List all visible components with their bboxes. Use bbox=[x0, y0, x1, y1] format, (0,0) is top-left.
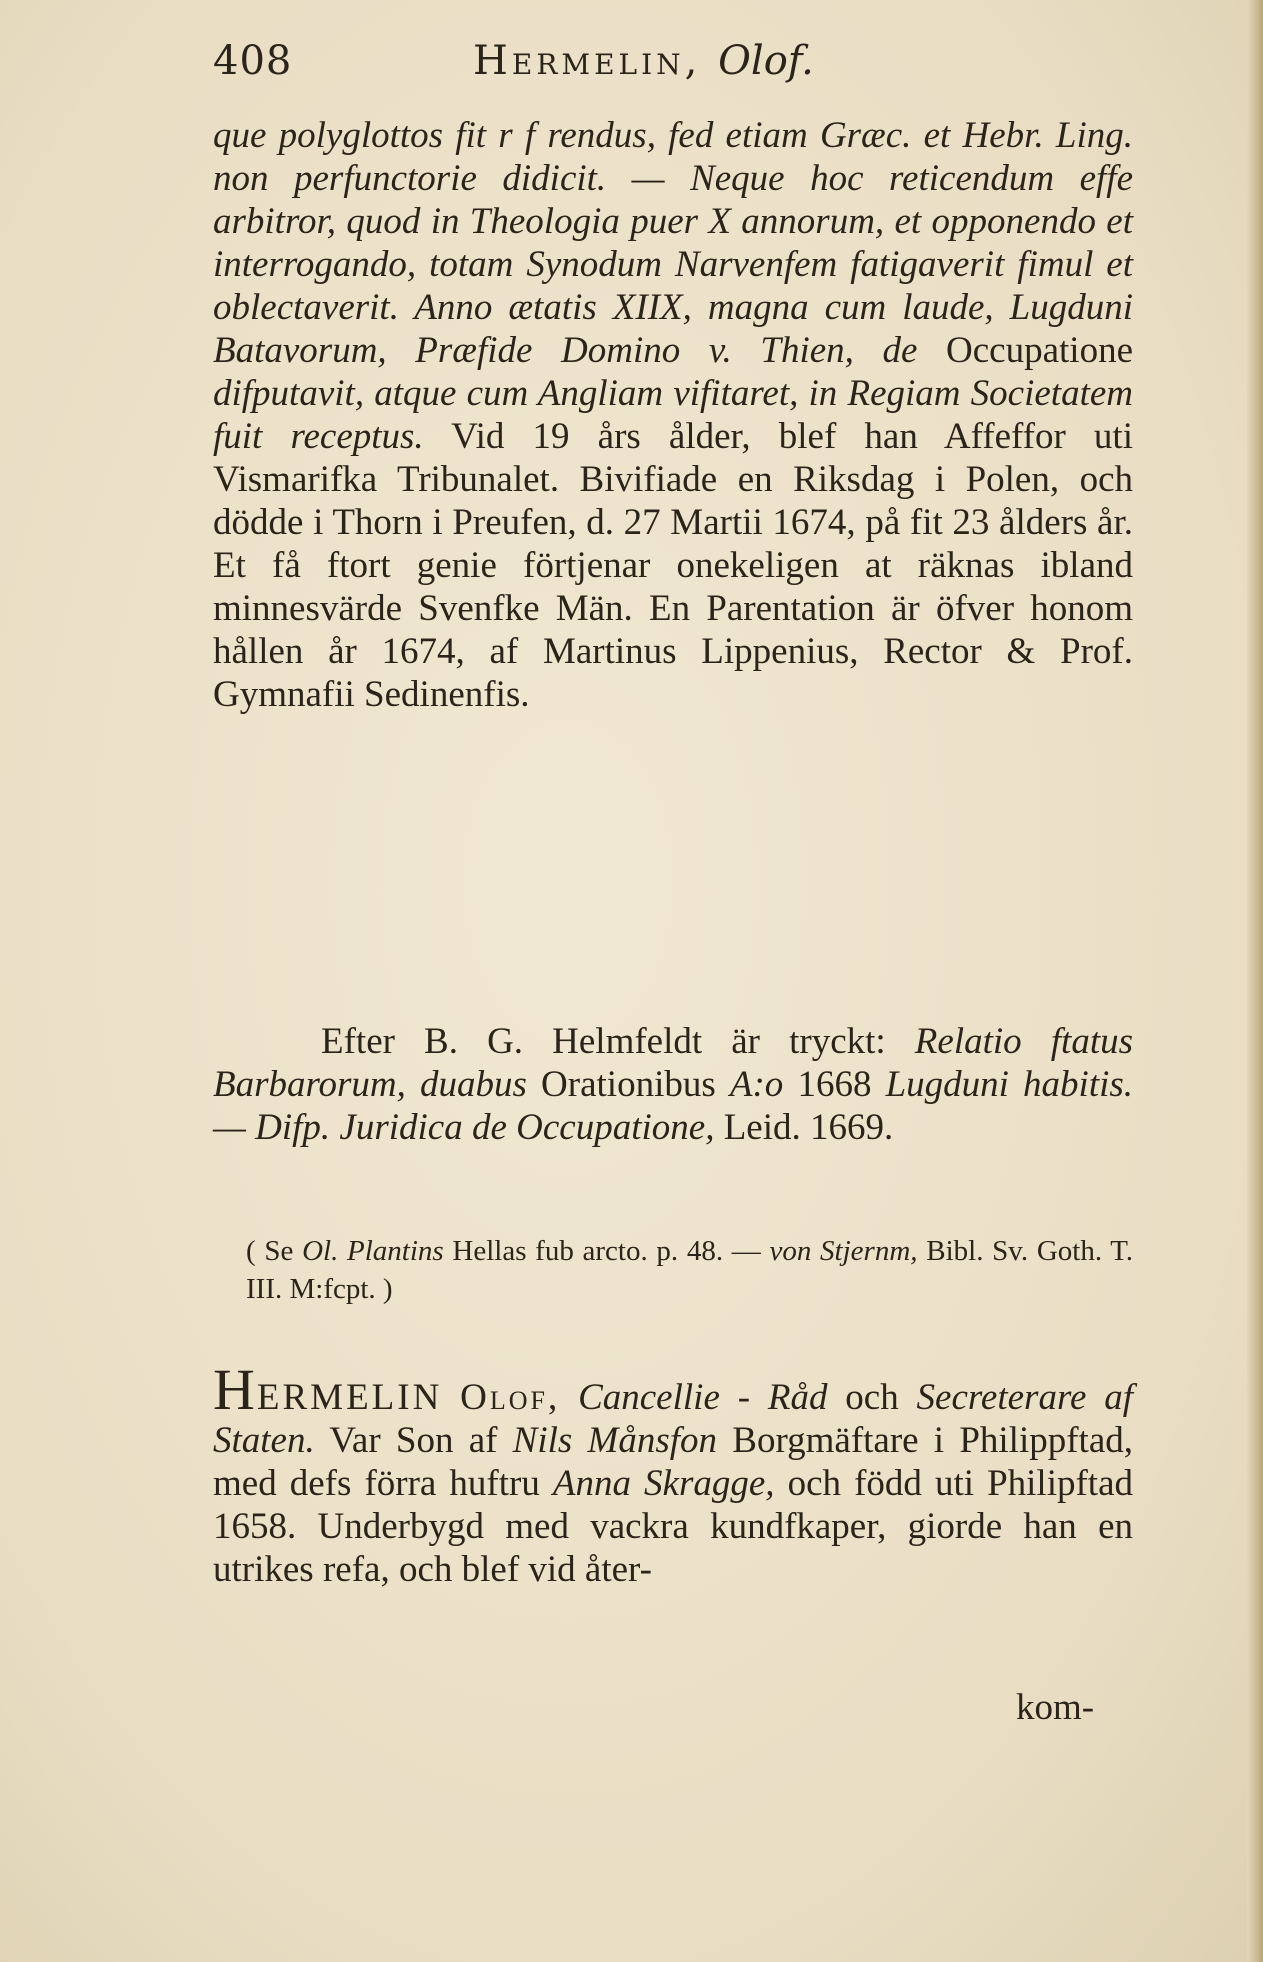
note-see: ( Se bbox=[246, 1235, 294, 1267]
entry-hermelin-olof bbox=[213, 1357, 1134, 1591]
entry-och: och bbox=[845, 1377, 899, 1418]
work-year: 1668 bbox=[797, 1064, 872, 1105]
work-title-1: Relatio ftatus Barbarorum, duabus bbox=[213, 1021, 1133, 1105]
entry-initial: H bbox=[213, 1357, 257, 1422]
latin-text: que polyglottos fit r f rendus, fed etiam Græc. et Hebr. Ling. non perfunctorie didicit. — Neque hoc reticendum effe arbitror, quod in Theologia puer X annorum, et opponendo et interrogando, totam Synodum Narvenfem fatigaverit fimul et oblectaverit. Anno ætatis XIIX, magna cum laude, Lugduni Batavorum, Præfide Domino v. Thien, de bbox=[213, 115, 1133, 371]
reference-note bbox=[246, 1232, 1133, 1308]
swedish-text: Vid 19 års ålder, blef han Affeffor uti Vismarifka Tribunalet. Bivifiade en Riksdag i Polen, och dödde i Thorn i Preufen, d. 27 Martii 1674, på fit 23 ålders år. Et få ftort genie förtjenar onekeligen at räknas ibland minnesvärde Svenfke Män. En Parentation är öfver honom hållen år 1674, af Martinus Lippenius, Rector & Prof. Gymnafii Sedinenfis. bbox=[213, 416, 1133, 715]
running-title bbox=[473, 38, 814, 84]
page-edge bbox=[1247, 0, 1263, 1962]
work-place-year: Leid. 1669. bbox=[723, 1107, 894, 1148]
running-name: Hermelin, bbox=[473, 38, 702, 84]
note-author-1: Ol. Plantins bbox=[302, 1235, 444, 1267]
entry-text-3: och född uti Philipftad 1658. Underbygd med vackra kundfkaper, giorde han en utrikes refa, och blef vid åter- bbox=[213, 1463, 1134, 1590]
works-intro: Efter B. G. Helmfeldt är tryckt: bbox=[321, 1021, 886, 1062]
paragraph-printed-works bbox=[213, 1020, 1133, 1149]
paragraph-olof-biography bbox=[213, 114, 1133, 716]
note-source-2: Bibl. Sv. Goth. T. III. M:fcpt. ) bbox=[246, 1235, 1134, 1305]
page-number: 408 bbox=[213, 38, 293, 84]
running-header bbox=[213, 38, 1113, 98]
work-title-2: Lugduni habitis. — Difp. Juridica de Occupatione, bbox=[213, 1064, 1134, 1148]
entry-title: Cancellie - Råd bbox=[578, 1377, 828, 1418]
note-author-2: von Stjernm, bbox=[769, 1235, 918, 1267]
catchword: kom- bbox=[1016, 1687, 1095, 1728]
entry-text-2: Borgmäftare i Philippftad, med defs förra huftru bbox=[213, 1420, 1134, 1504]
note-source-1: Hellas fub arcto. p. 48. — bbox=[452, 1235, 761, 1267]
roman-word: Occupatione bbox=[946, 330, 1134, 371]
latin-text-2: difputavit, atque cum Angliam vifitaret, in Regiam Societatem fuit receptus. bbox=[213, 373, 1133, 457]
entry-surname: ERMELIN bbox=[256, 1377, 443, 1418]
work-anno: A:o bbox=[729, 1064, 784, 1105]
entry-title-2: Secreterare af Staten. bbox=[213, 1377, 1133, 1461]
entry-father: Nils Månsfon bbox=[512, 1420, 718, 1461]
work-title-roman: Orationibus bbox=[541, 1064, 716, 1105]
running-first-name: Olof. bbox=[718, 38, 814, 84]
entry-mother: Anna Skragge, bbox=[552, 1463, 775, 1504]
entry-text-1: Var Son af bbox=[329, 1420, 498, 1461]
entry-given-name: Olof, bbox=[460, 1377, 561, 1418]
